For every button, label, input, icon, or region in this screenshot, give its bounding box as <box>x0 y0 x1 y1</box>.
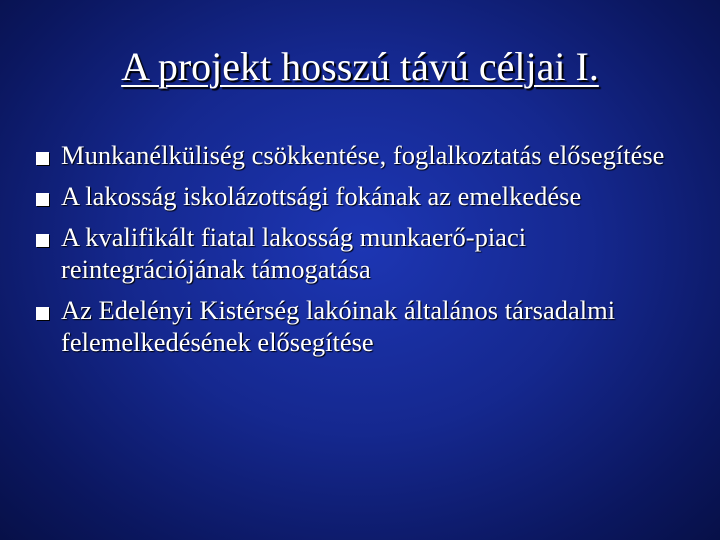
bullet-text: A kvalifikált fiatal lakosság munkaerő-piaci reintegrációjának támogatása <box>61 222 527 284</box>
bullet-item-4 <box>36 294 686 358</box>
square-bullet-icon <box>36 234 49 247</box>
bullet-text: Az Edelényi Kistérség lakóinak általános társadalmi felemelkedésének elősegítése <box>61 295 616 357</box>
square-bullet-icon <box>36 152 49 165</box>
bullet-item-2 <box>36 180 686 212</box>
square-bullet-icon <box>36 193 49 206</box>
bullet-item-1 <box>36 139 686 171</box>
bullet-text: A lakosság iskolázottsági fokának az emelkedése <box>61 181 582 211</box>
slide-title: A projekt hosszú távú céljai I. <box>121 44 599 89</box>
bullet-text: Munkanélküliség csökkentése, foglalkoztatás elősegítése <box>61 140 665 170</box>
square-bullet-icon <box>36 307 49 320</box>
bullet-item-3 <box>36 221 686 285</box>
bullet-list <box>36 139 686 367</box>
